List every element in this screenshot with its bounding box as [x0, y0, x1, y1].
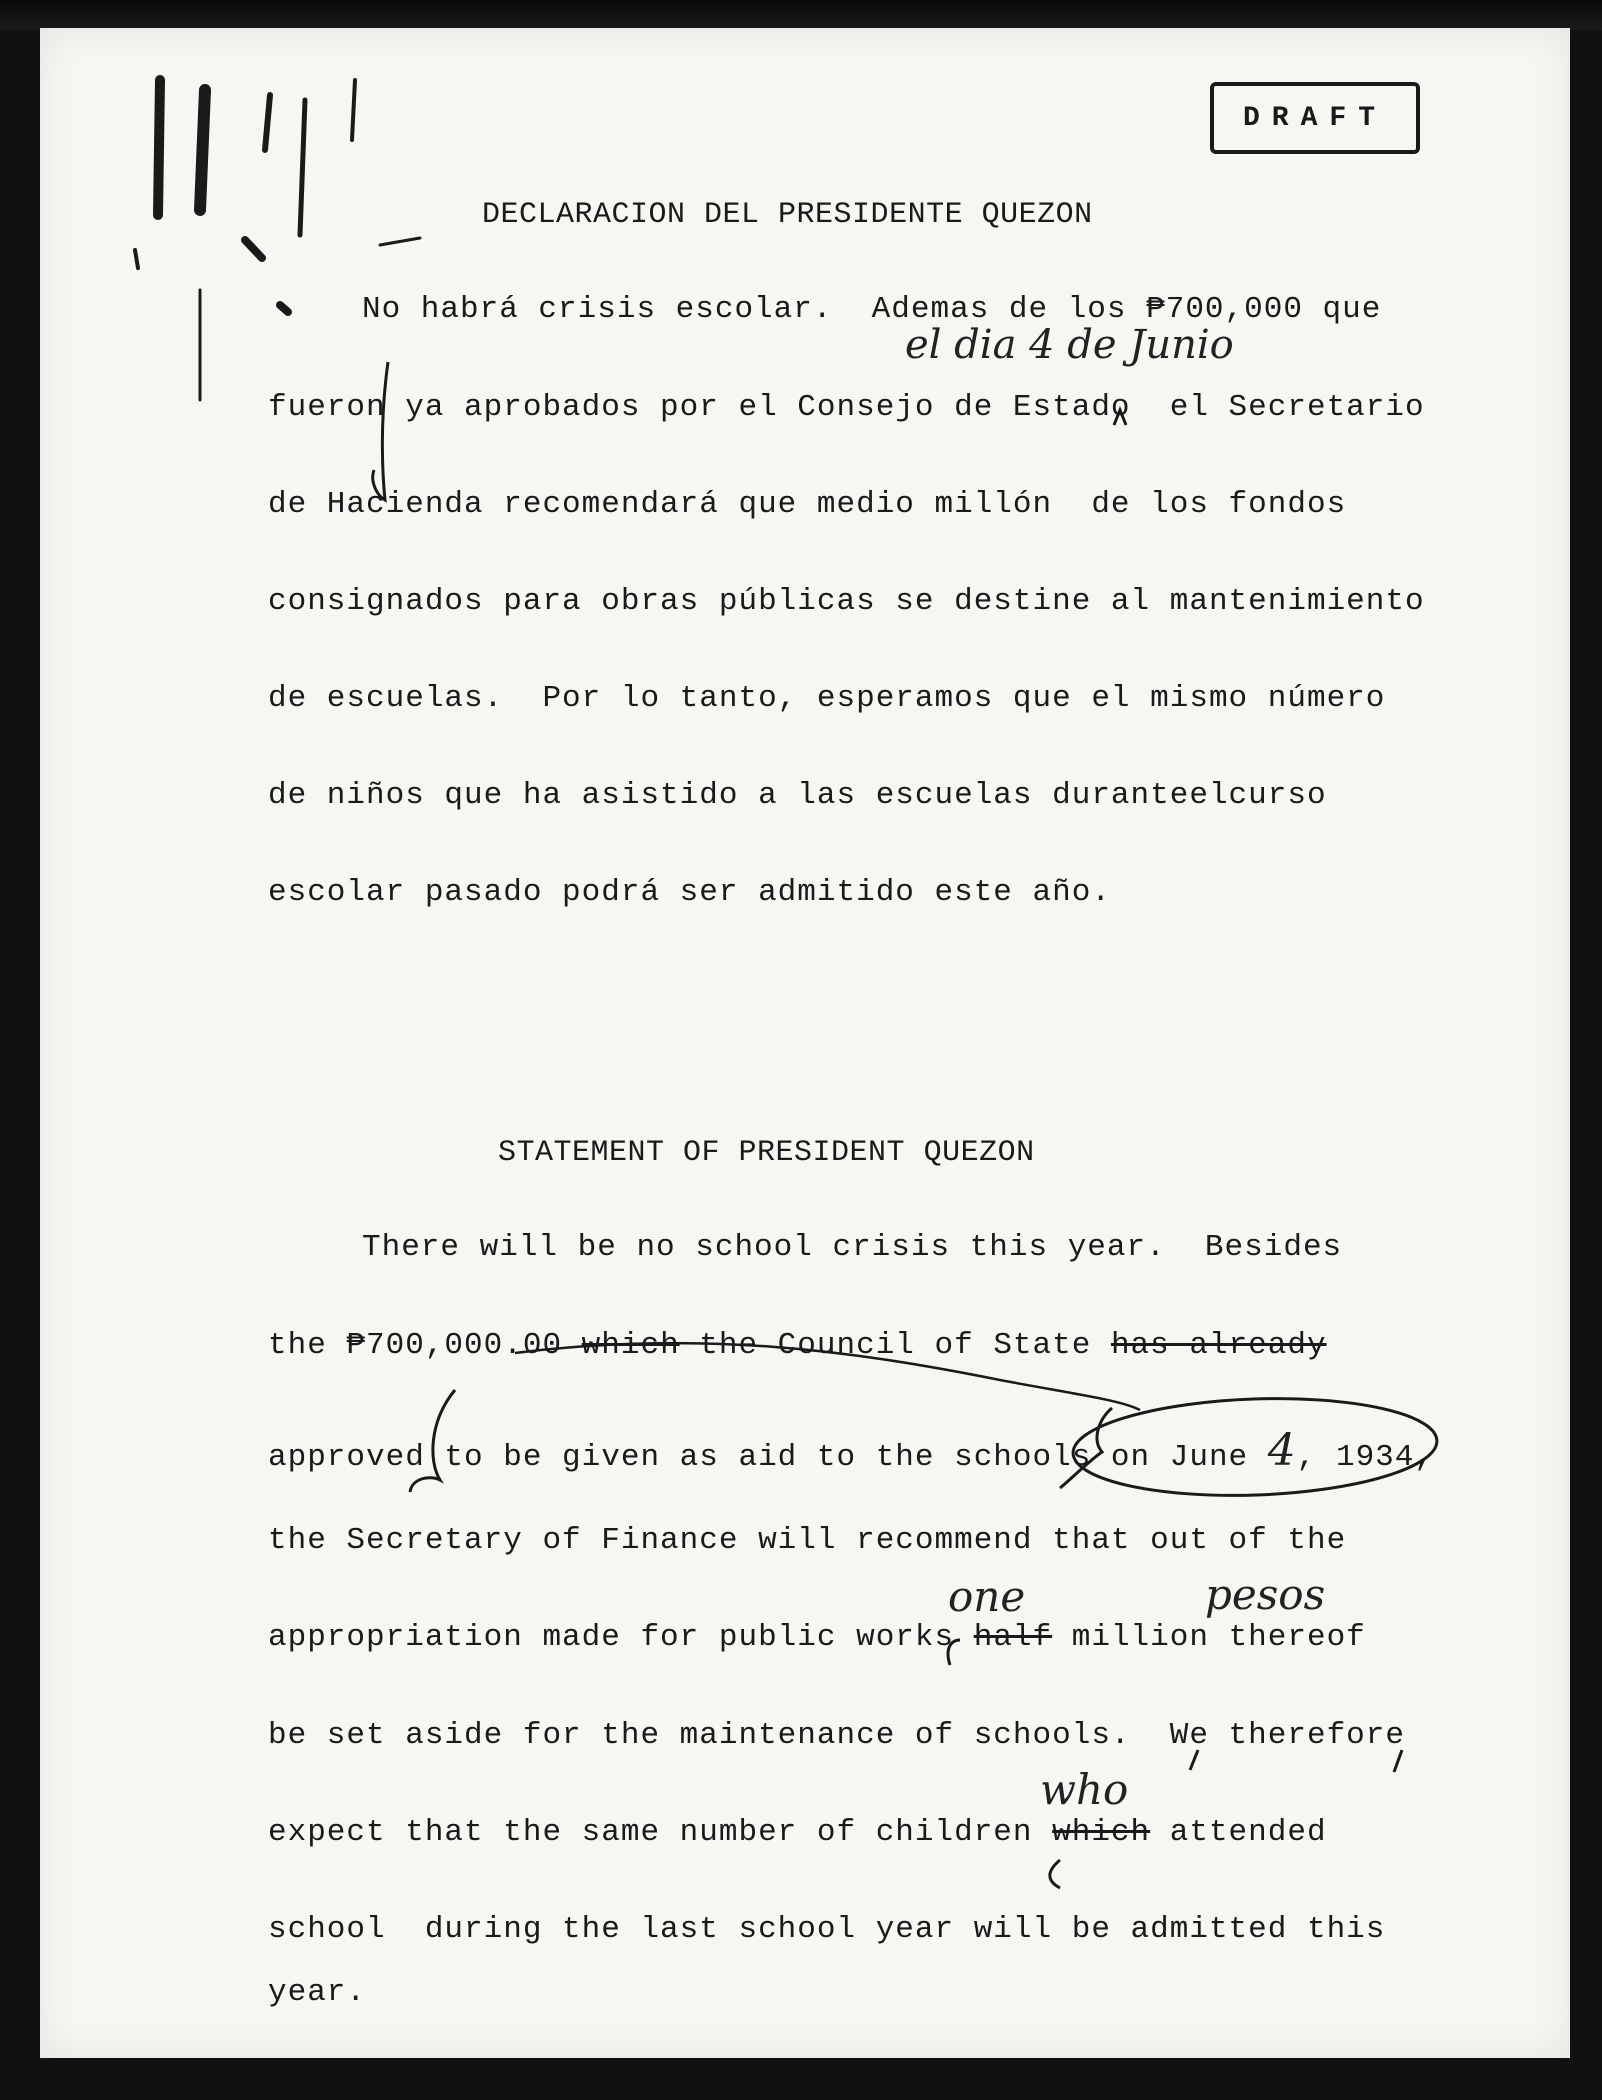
english-line-3-start: approved to be given as aid to the schools on June	[268, 1440, 1268, 1475]
handwritten-one: one	[948, 1572, 1026, 1621]
scan-border	[0, 0, 1602, 30]
english-line-5	[268, 1620, 1366, 1655]
spanish-line-1: No habrá crisis escolar. Ademas de los ₱700,000 que	[362, 292, 1382, 327]
struck-half: half	[973, 1620, 1053, 1655]
draft-stamp	[1210, 82, 1420, 154]
spanish-line-3: de Hacienda recomendará que medio millón de los fondos	[268, 487, 1347, 522]
draft-stamp-label: DRAFT	[1242, 102, 1387, 134]
english-line-7-start: expect that the same number of children	[268, 1815, 1053, 1850]
english-line-3	[268, 1425, 1434, 1476]
english-line-2-start: the ₱700,000.00	[268, 1328, 582, 1363]
spanish-line-6: de niños que ha asistido a las escuelas duranteelcurso	[268, 778, 1327, 813]
english-line-7	[268, 1815, 1327, 1850]
english-title: STATEMENT OF PRESIDENT QUEZON	[498, 1136, 1035, 1170]
english-line-2-middle: the Council of State	[679, 1328, 1111, 1363]
english-line-8: school during the last school year will be admitted this	[268, 1912, 1386, 1947]
handwritten-pesos: pesos	[1205, 1570, 1326, 1619]
english-line-3-end: , 1934,	[1296, 1440, 1434, 1475]
spanish-line-4: consignados para obras públicas se destine al mantenimiento	[268, 584, 1425, 619]
spanish-line-7: escolar pasado podrá ser admitido este año.	[268, 875, 1111, 910]
english-line-1: There will be no school crisis this year. Besides	[362, 1230, 1343, 1265]
spanish-line-2: fueron ya aprobados por el Consejo de Estado el Secretario	[268, 390, 1425, 425]
spanish-title: DECLARACION DEL PRESIDENTE QUEZON	[482, 198, 1093, 232]
handwritten-day-4: 4	[1267, 1425, 1297, 1476]
handwritten-who: who	[1040, 1765, 1129, 1814]
english-line-5-end: million thereof	[1052, 1620, 1366, 1655]
struck-has-already: has already	[1110, 1328, 1327, 1363]
spanish-line-5: de escuelas. Por lo tanto, esperamos que el mismo número	[268, 681, 1386, 716]
english-line-4: the Secretary of Finance will recommend that out of the	[268, 1523, 1347, 1558]
english-line-5-start: appropriation made for public works	[268, 1620, 974, 1655]
handwritten-insert-date: el dia 4 de Junio	[905, 322, 1234, 368]
english-line-7-end: attended	[1150, 1815, 1327, 1850]
english-line-6: be set aside for the maintenance of schools. We therefore	[268, 1718, 1405, 1753]
english-line-2	[268, 1328, 1327, 1363]
english-line-9: year.	[268, 1975, 367, 2010]
document-page	[40, 28, 1570, 2058]
struck-which: which	[581, 1328, 680, 1363]
struck-which-2: which	[1052, 1815, 1151, 1850]
